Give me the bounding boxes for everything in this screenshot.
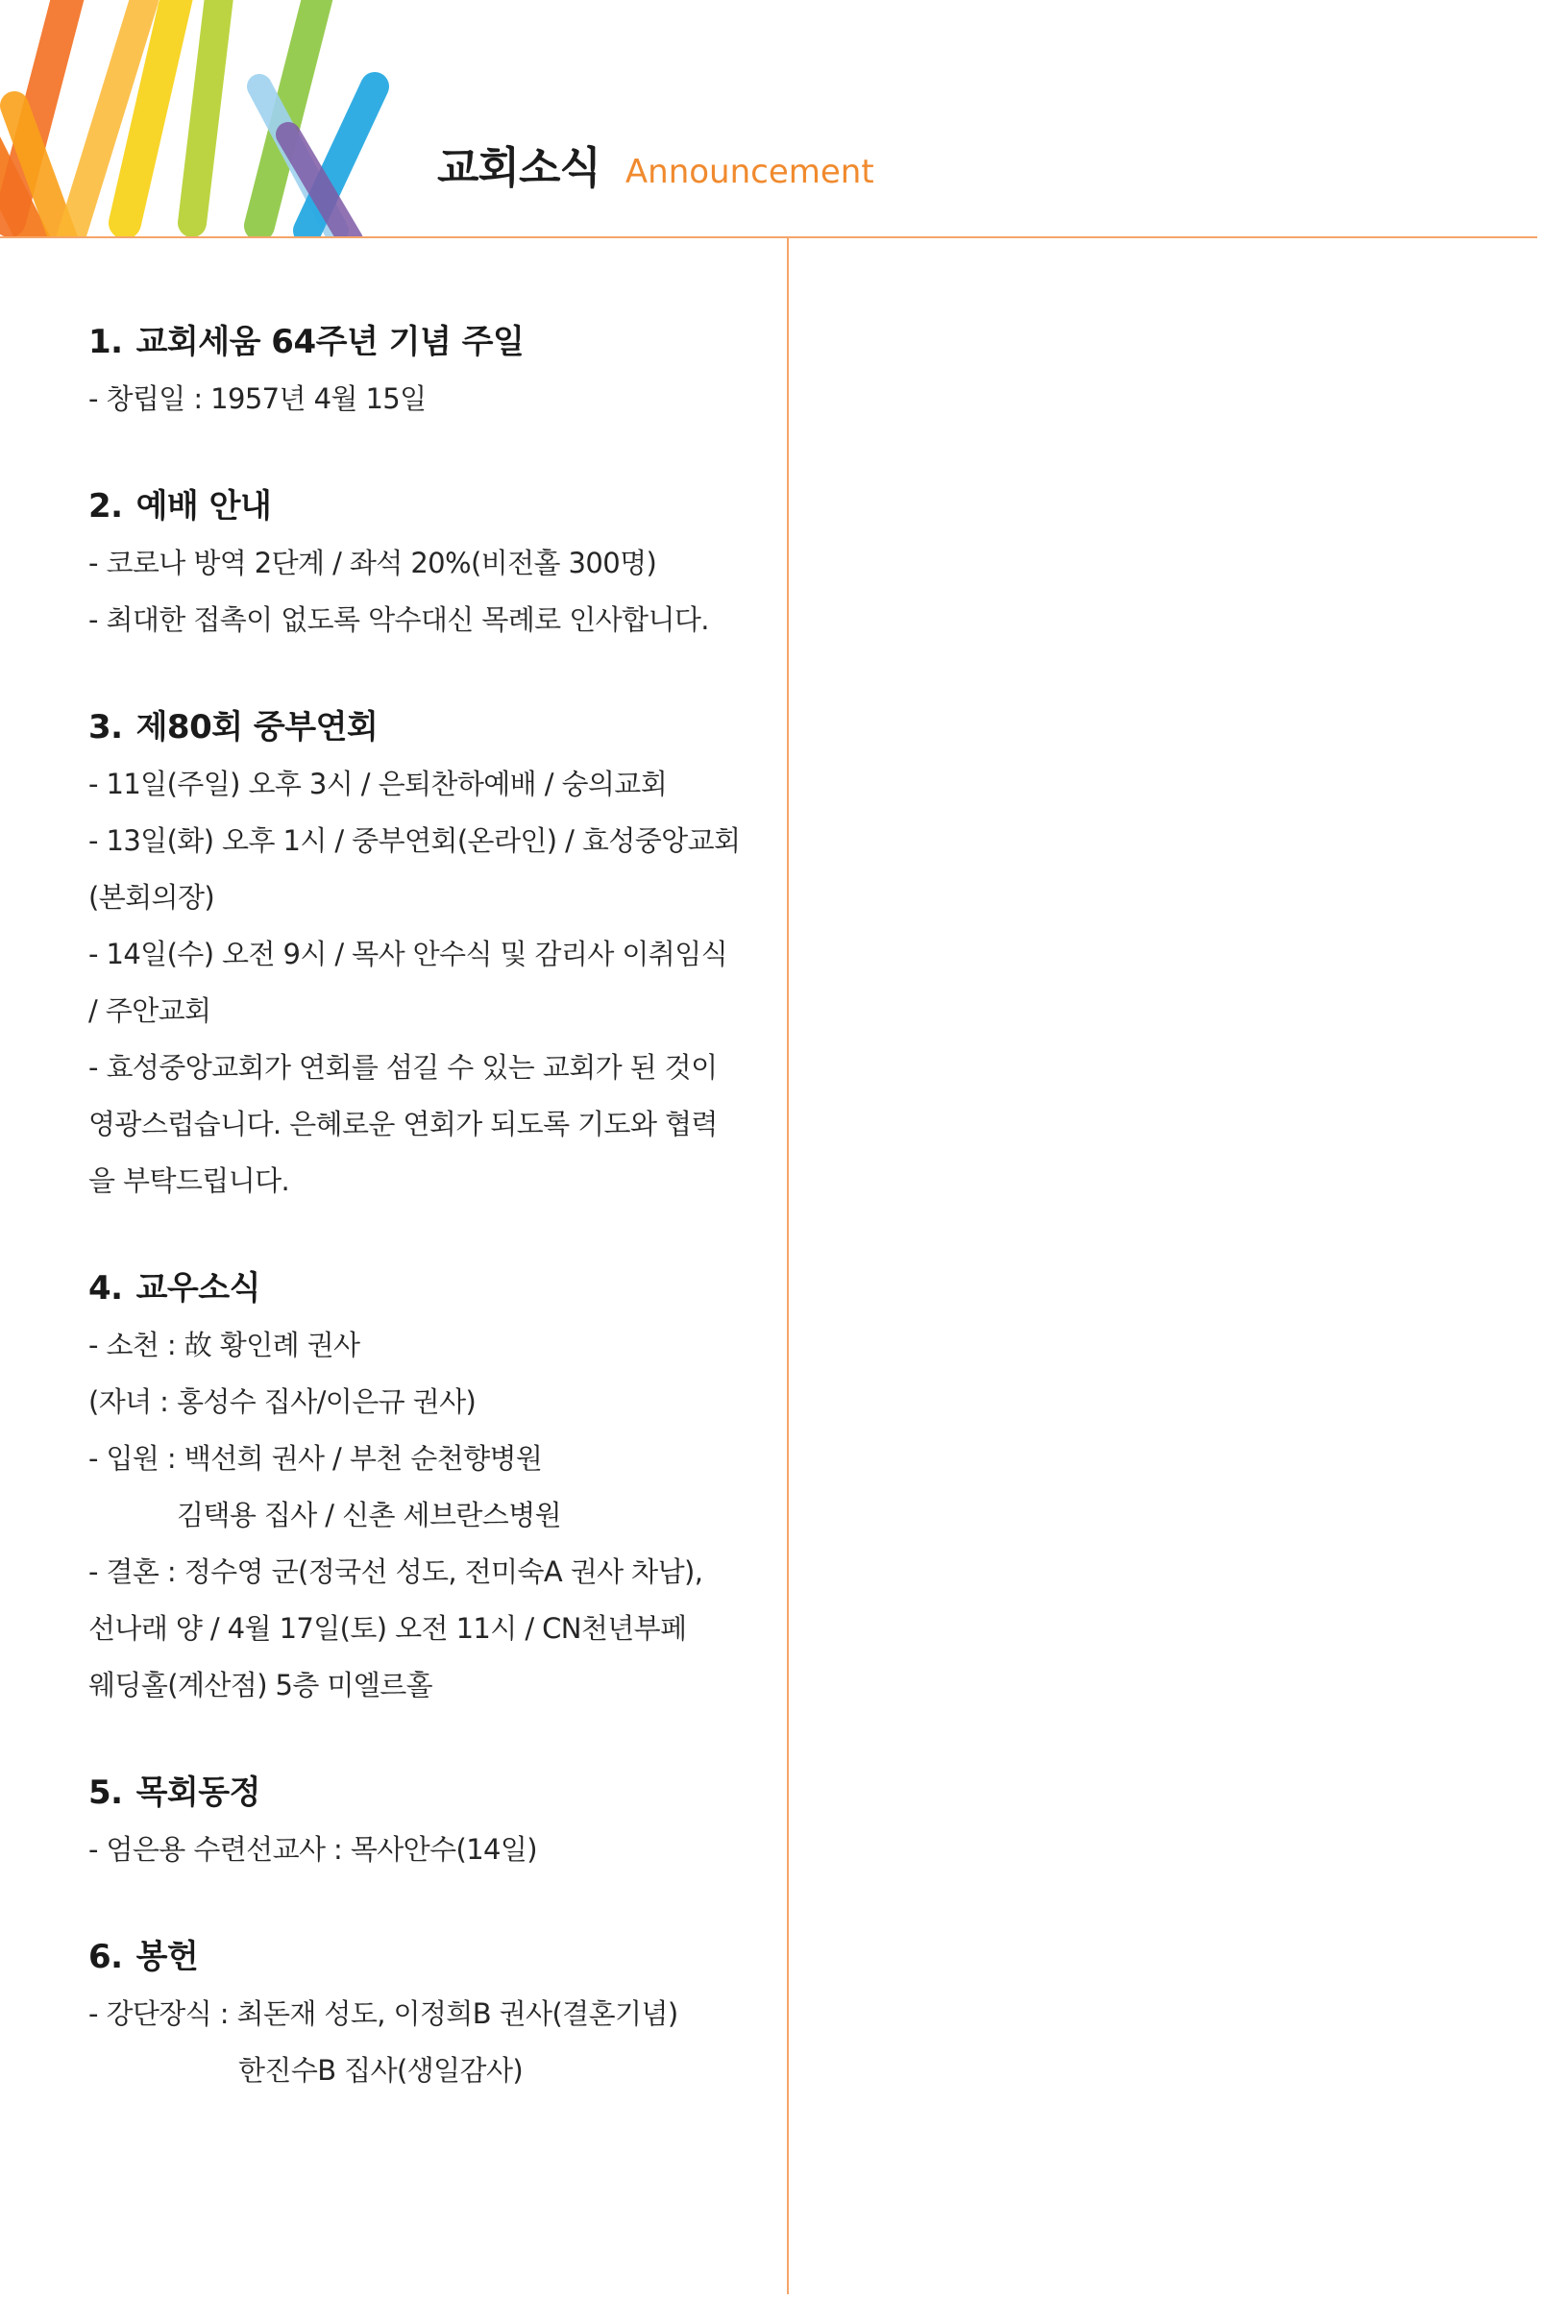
section-number: 1.: [88, 323, 123, 361]
announcement-list: [88, 319, 761, 2155]
section-line: - 효성중앙교회가 연회를 섬길 수 있는 교회가 된 것이: [88, 1051, 718, 1084]
section-line: 을 부탁드립니다.: [88, 1164, 290, 1197]
section-heading: [88, 1934, 761, 1980]
section-title: 제80회 중부연회: [135, 708, 379, 746]
announcement-section-3: [88, 704, 761, 1210]
section-line: (본회의장): [88, 881, 215, 914]
page-title-korean: 교회소식: [437, 142, 600, 193]
section-line: - 소천 : 故 황인례 권사: [88, 1329, 360, 1361]
section-line: - 최대한 접촉이 없도록 악수대신 목례로 인사합니다.: [88, 603, 709, 636]
section-title: 봉헌: [135, 1938, 199, 1976]
section-line: (자녀 : 홍성수 집사/이은규 권사): [88, 1385, 477, 1418]
section-heading: [88, 1265, 761, 1311]
section-line: - 결혼 : 정수영 군(정국선 성도, 전미숙A 권사 차남),: [88, 1555, 703, 1588]
section-line: 선나래 양 / 4월 17일(토) 오전 11시 / CN천년부페: [88, 1612, 687, 1645]
section-line: - 입원 : 백선희 권사 / 부천 순천향병원: [88, 1442, 543, 1475]
section-line: - 창립일 : 1957년 4월 15일: [88, 382, 427, 415]
section-title: 예배 안내: [135, 487, 272, 526]
section-number: 3.: [88, 708, 123, 746]
section-number: 5.: [88, 1774, 123, 1812]
section-line: - 14일(수) 오전 9시 / 목사 안수식 및 감리사 이취임식: [88, 938, 728, 970]
announcement-section-2: [88, 483, 761, 648]
section-line: 영광스럽습니다. 은혜로운 연회가 되도록 기도와 협력: [88, 1108, 718, 1140]
section-heading: [88, 1770, 761, 1816]
section-line: - 강단장식 : 최돈재 성도, 이정희B 권사(결혼기념): [88, 1997, 678, 2030]
column-divider: [787, 236, 789, 2294]
section-line: - 11일(주일) 오후 3시 / 은퇴찬하예배 / 숭의교회: [88, 768, 668, 800]
section-heading: [88, 483, 761, 529]
header-divider: [0, 236, 1537, 238]
section-line: - 코로나 방역 2단계 / 좌석 20%(비전홀 300명): [88, 547, 657, 579]
section-number: 6.: [88, 1938, 123, 1976]
section-number: 4.: [88, 1269, 123, 1308]
announcement-section-6: [88, 1934, 761, 2099]
section-title: 교우소식: [135, 1269, 260, 1308]
section-line: - 엄은용 수련선교사 : 목사안수(14일): [88, 1833, 538, 1866]
decorative-stripes-logo: [0, 0, 404, 238]
section-line: 웨딩홀(계산점) 5층 미엘르홀: [88, 1669, 433, 1701]
section-line: 김택용 집사 / 신촌 세브란스병원: [177, 1499, 562, 1531]
section-number: 2.: [88, 487, 123, 526]
announcement-section-4: [88, 1265, 761, 1714]
page-header: [0, 0, 1568, 240]
section-line: - 13일(화) 오후 1시 / 중부연회(온라인) / 효성중앙교회: [88, 824, 741, 857]
announcement-section-5: [88, 1770, 761, 1878]
section-heading: [88, 704, 761, 750]
page-title-english: Announcement: [625, 153, 874, 191]
section-heading: [88, 319, 761, 365]
stripe-green-1: [192, 0, 221, 223]
page-title: [437, 133, 874, 195]
announcement-section-1: [88, 319, 761, 428]
section-title: 교회세움 64주년 기념 주일: [135, 323, 525, 361]
section-line: / 주안교회: [88, 994, 211, 1027]
section-title: 목회동정: [135, 1774, 260, 1812]
section-line: 한진수B 집사(생일감사): [238, 2054, 524, 2087]
